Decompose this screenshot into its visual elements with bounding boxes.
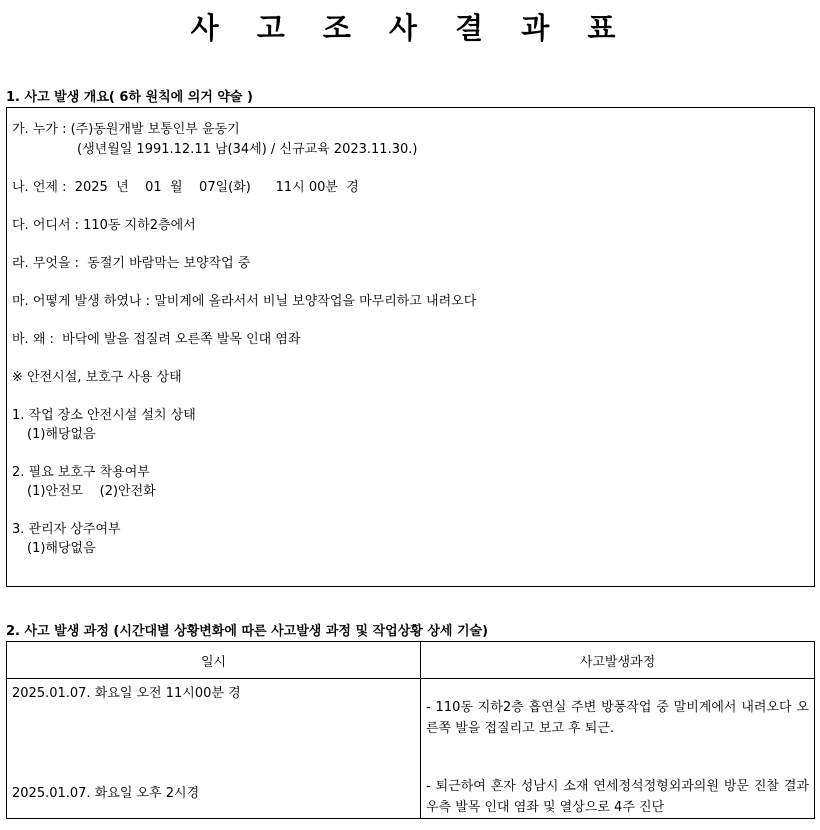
- process-cell: [421, 679, 815, 819]
- section2-heading: 2. 사고 발생 과정 (시간대별 상황변화에 따른 사고발생 과정 및 작업상황 상세 기술): [6, 624, 489, 639]
- document-title: 사 고 조 사 결 과 표: [190, 11, 630, 45]
- safety-status-heading: ※ 안전시설, 보호구 사용 상태: [12, 370, 182, 385]
- process-text: - 퇴근하여 혼자 성남시 소재 연세정석정형외과의원 방문 진찰 결과 우측 발목 인대 염좌 및 열상으로 4주 진단: [426, 779, 809, 815]
- who-detail-line: (생년월일 1991.12.11 남(34세) / 신규교육 2023.11.30.): [77, 142, 418, 157]
- where-line: 다. 어디서 : 110동 지하2층에서: [12, 218, 196, 233]
- process-text: - 110동 지하2층 흡연실 주변 방풍작업 중 말비계에서 내려오다 오른쪽 발을 접질리고 보고 후 퇴근.: [426, 700, 809, 736]
- date-text: 2025.01.07. 화요일 오후 2시경: [12, 786, 200, 801]
- date-cell: [7, 679, 421, 819]
- safety-item-1: 1. 작업 장소 안전시설 설치 상태: [12, 408, 196, 423]
- accident-overview-box: [6, 107, 815, 587]
- section1-heading: 1. 사고 발생 개요( 6하 원칙에 의거 약술 ): [6, 90, 253, 105]
- table-row: [7, 679, 815, 819]
- how-line: 마. 어떻게 발생 하였나 : 말비계에 올라서서 비닐 보양작업을 마무리하고 내려오다: [12, 294, 477, 309]
- safety-item-1-value: (1)해당없음: [27, 427, 96, 442]
- who-line: 가. 누가 : (주)동원개발 보통인부 윤동기: [12, 122, 240, 137]
- when-line: 나. 언제 : 2025 년 01 월 07일(화) 11시 00분 경: [12, 180, 359, 195]
- date-column-header: 일시: [7, 642, 421, 679]
- process-column-header: 사고발생과정: [421, 642, 815, 679]
- accident-process-table: [6, 641, 815, 819]
- what-line: 라. 무엇을 : 동절기 바람막는 보양작업 중: [12, 256, 251, 271]
- safety-item-2-value: (1)안전모 (2)안전화: [27, 484, 156, 499]
- safety-item-3-value: (1)해당없음: [27, 541, 96, 556]
- date-text: 2025.01.07. 화요일 오전 11시00분 경: [12, 686, 241, 701]
- why-line: 바. 왜 : 바닥에 발을 접질려 오른쪽 발목 인대 염좌: [12, 332, 301, 347]
- safety-item-2: 2. 필요 보호구 착용여부: [12, 465, 150, 480]
- safety-item-3: 3. 관리자 상주여부: [12, 522, 121, 537]
- table-header-row: [7, 642, 815, 679]
